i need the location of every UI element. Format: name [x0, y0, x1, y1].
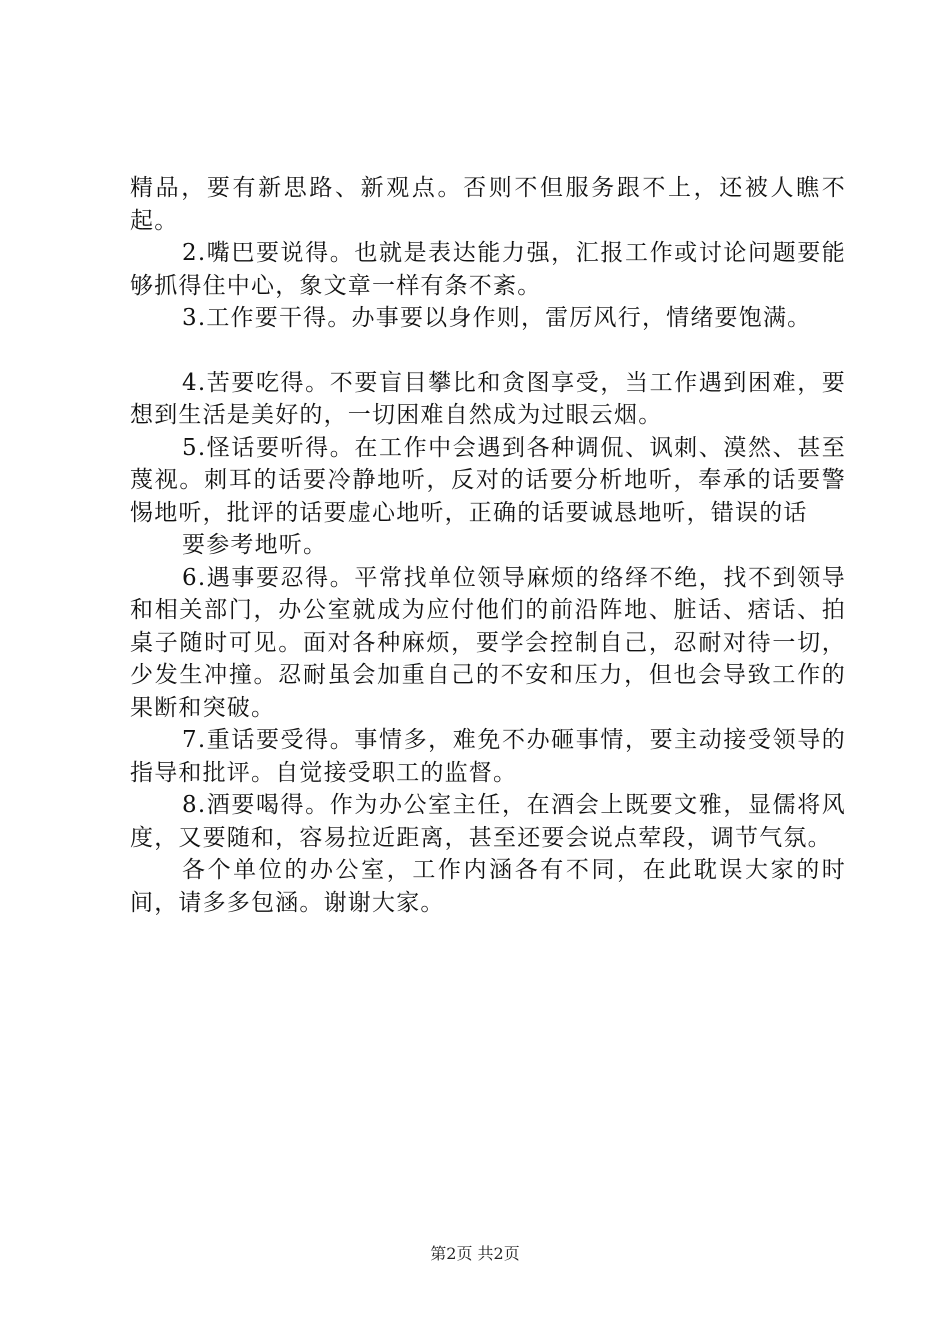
paragraph-item-6: 6.遇事要忍得。平常找单位领导麻烦的络绎不绝，找不到领导和相关部门，办公室就成为应付他们的前沿阵地、脏话、痞话、拍桌子随时可见。面对各种麻烦，要学会控制自己，忍耐对待一切，少发生冲撞。忍耐虽会加重自己的不安和压力，但也会导致工作的果断和突破。 — [130, 564, 846, 721]
paragraph-closing: 各个单位的办公室，工作内涵各有不同，在此耽误大家的时间，请多多包涵。谢谢大家。 — [130, 857, 846, 916]
paragraph-item-7: 7.重话要受得。事情多，难免不办砸事情，要主动接受领导的指导和批评。自觉接受职工的监督。 — [130, 727, 846, 786]
paragraph-item-2: 2.嘴巴要说得。也就是表达能力强，汇报工作或讨论问题要能够抓得住中心，象文章一样有条不紊。 — [130, 240, 846, 299]
paragraph-intro: 精品，要有新思路、新观点。否则不但服务跟不上，还被人瞧不起。 — [130, 175, 846, 234]
paragraph-item-5: 5.怪话要听得。在工作中会遇到各种调侃、讽刺、漠然、甚至蔑视。刺耳的话要冷静地听，反对的话要分析地听，奉承的话要警惕地听，批评的话要虚心地听，正确的话要诚恳地听，错误的话 — [130, 434, 846, 526]
page-number-footer: 第2页 共2页 — [430, 1244, 520, 1263]
paragraph-item-3: 3.工作要干得。办事要以身作则，雷厉风行，情绪要饱满。 — [182, 305, 812, 331]
paragraph-item-8: 8.酒要喝得。作为办公室主任，在酒会上既要文雅，显儒将风度，又要随和，容易拉近距离，甚至还要会说点荤段，调节气氛。 — [130, 792, 846, 851]
paragraph-item-4: 4.苦要吃得。不要盲目攀比和贪图享受，当工作遇到困难，要想到生活是美好的，一切困难自然成为过眼云烟。 — [130, 369, 846, 428]
paragraph-item-5-continued: 要参考地听。 — [182, 532, 328, 558]
document-body — [130, 172, 846, 919]
